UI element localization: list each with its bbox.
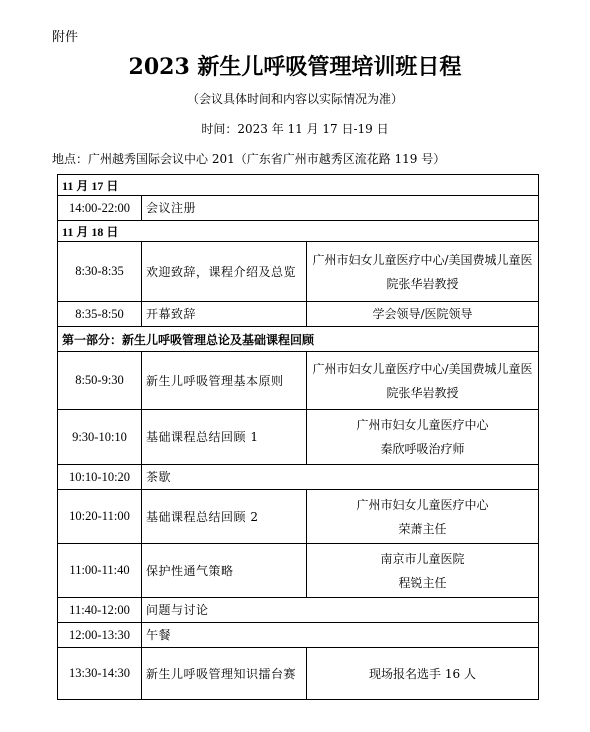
event-time: 时间：2023 年 11 月 17 日-19 日 [201,122,389,136]
event-location: 地点：广州越秀国际会议中心 201（广东省广州市越秀区流花路 119 号） [52,152,446,166]
document-title: 2023 新生儿呼吸管理培训班日程 [128,54,462,80]
schedule-row [58,410,539,465]
topic-cell: 基础课程总结回顾 1 [142,410,307,465]
schedule-row [58,352,539,410]
topic-cell: 基础课程总结回顾 2 [142,490,307,544]
time-cell: 8:35-8:50 [58,302,142,327]
schedule-row [58,623,539,648]
topic-cell: 新生儿呼吸管理知识擂台赛 [142,648,307,700]
attachment-label: 附件 [52,30,79,45]
schedule-row [58,196,539,221]
time-cell: 10:20-11:00 [58,490,142,544]
speaker-cell: 学会领导/医院领导 [307,302,539,327]
schedule-row [58,242,539,302]
schedule-table [57,174,539,700]
time-cell: 9:30-10:10 [58,410,142,465]
topic-cell: 茶歇 [142,465,539,490]
speaker-cell: 广州市妇女儿童医疗中心/美国费城儿童医院张华岩教授 [307,242,539,302]
day-header: 11 月 17 日 [58,175,539,196]
topic-cell: 保护性通气策略 [142,544,307,598]
time-cell: 8:50-9:30 [58,352,142,410]
schedule-row [58,598,539,623]
day-header-row [58,175,539,196]
topic-cell: 问题与讨论 [142,598,539,623]
topic-cell: 午餐 [142,623,539,648]
topic-cell: 新生儿呼吸管理基本原则 [142,352,307,410]
speaker-cell: 现场报名选手 16 人 [307,648,539,700]
document-subtitle: （会议具体时间和内容以实际情况为准） [186,92,403,106]
time-cell: 11:00-11:40 [58,544,142,598]
topic-cell: 欢迎致辞，课程介绍及总览 [142,242,307,302]
day-header: 11 月 18 日 [58,221,539,242]
section-row [58,327,539,352]
schedule-row [58,490,539,544]
time-cell: 8:30-8:35 [58,242,142,302]
schedule-row [58,648,539,700]
speaker-cell: 广州市妇女儿童医疗中心 荣萧主任 [307,490,539,544]
time-cell: 13:30-14:30 [58,648,142,700]
speaker-cell: 广州市妇女儿童医疗中心 秦欣呼吸治疗师 [307,410,539,465]
time-cell: 10:10-10:20 [58,465,142,490]
schedule-row [58,465,539,490]
topic-cell: 开幕致辞 [142,302,307,327]
schedule-row [58,544,539,598]
time-cell: 14:00-22:00 [58,196,142,221]
day-header-row [58,221,539,242]
schedule-row [58,302,539,327]
speaker-cell: 南京市儿童医院 程锐主任 [307,544,539,598]
topic-cell: 会议注册 [142,196,539,221]
time-cell: 11:40-12:00 [58,598,142,623]
time-cell: 12:00-13:30 [58,623,142,648]
speaker-cell: 广州市妇女儿童医疗中心/美国费城儿童医院张华岩教授 [307,352,539,410]
section-header: 第一部分：新生儿呼吸管理总论及基础课程回顾 [58,327,539,352]
